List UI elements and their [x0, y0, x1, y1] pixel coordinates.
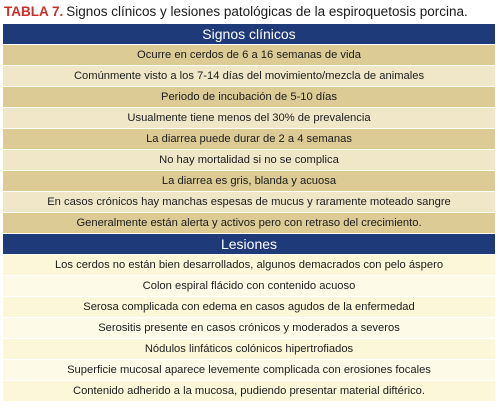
table-row: La diarrea es gris, blanda y acuosa [3, 171, 495, 192]
section-header-lesions: Lesiones [3, 234, 495, 255]
lesions-rows [3, 255, 495, 402]
table-number-label: TABLA 7. [4, 4, 64, 19]
table-row: Serositis presente en casos crónicos y moderados a severos [3, 318, 495, 339]
table-row: Colon espiral flácido con contenido acuoso [3, 276, 495, 297]
table-row: Contenido adherido a la mucosa, pudiendo presentar material diftérico. [3, 381, 495, 402]
table-caption-text: Signos clínicos y lesiones patológicas de la espiroquetosis porcina. [66, 4, 468, 19]
table-row: Los cerdos no están bien desarrollados, algunos demacrados con pelo áspero [3, 255, 495, 276]
clinical-signs-rows [3, 45, 495, 234]
table-row: La diarrea puede durar de 2 a 4 semanas [3, 129, 495, 150]
table-row: Periodo de incubación de 5-10 días [3, 87, 495, 108]
table-caption [4, 2, 468, 22]
table-row: En casos crónicos hay manchas espesas de mucus y raramente moteado sangre [3, 192, 495, 213]
table-row: Nódulos linfáticos colónicos hipertrofiados [3, 339, 495, 360]
table-row: Serosa complicada con edema en casos agudos de la enfermedad [3, 297, 495, 318]
clinical-signs-table [3, 23, 495, 402]
section-header-clinical-signs: Signos clínicos [3, 24, 495, 45]
table-row: Generalmente están alerta y activos pero con retraso del crecimiento. [3, 213, 495, 234]
table-row: No hay mortalidad si no se complica [3, 150, 495, 171]
table-row: Usualmente tiene menos del 30% de prevalencia [3, 108, 495, 129]
table-row: Ocurre en cerdos de 6 a 16 semanas de vida [3, 45, 495, 66]
table-row: Superficie mucosal aparece levemente complicada con erosiones focales [3, 360, 495, 381]
table-row: Comúnmente visto a los 7-14 días del movimiento/mezcla de animales [3, 66, 495, 87]
